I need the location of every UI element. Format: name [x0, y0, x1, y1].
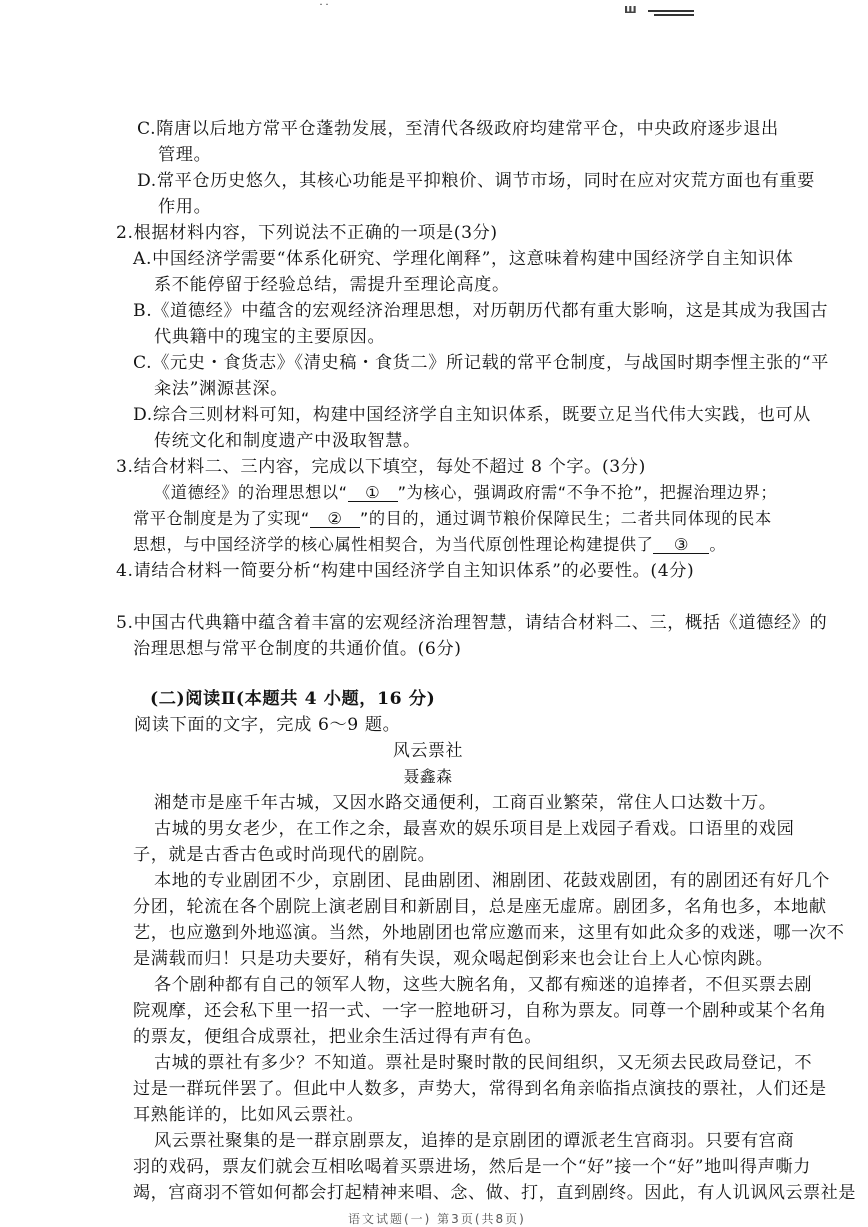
- story-p3-line3: 艺，也应邀到外地巡演。当然，外地剧团也常应邀而来，这里有如此众多的戏迷，哪一次不: [133, 923, 845, 943]
- q2-option-d-line2: 传统文化和制度遗产中汲取智慧。: [154, 431, 421, 451]
- story-p2-line2: 子，就是古香古色或时尚现代的剧院。: [133, 845, 436, 865]
- story-p4-line1: 各个剧种都有自己的领军人物，这些大腕名角，又都有痴迷的追捧者，不但买票去剧: [154, 975, 813, 995]
- story-p2-line1: 古城的男女老少，在工作之余，最喜欢的娱乐项目是上戏园子看戏。口语里的戏园: [154, 819, 795, 839]
- q2-option-a-line1: A.中国经济学需要“体系化研究、学理化阐释”，这意味着构建中国经济学自主知识体: [133, 249, 794, 269]
- story-p5-line3: 耳熟能详的，比如风云票社。: [133, 1105, 365, 1125]
- story-p6-line1: 风云票社聚集的是一群京剧票友，追捧的是京剧团的谭派老生宫商羽。只要有宫商: [154, 1131, 795, 1151]
- top-right-rule: [648, 10, 694, 12]
- q3-blank-2[interactable]: ②: [310, 510, 360, 528]
- story-p3-line2: 分团，轮流在各个剧院上演老剧目和新剧目，总是座无虚席。剧团多，名角也多，本地献: [133, 897, 827, 917]
- q1-option-d-line2: 作用。: [158, 197, 212, 217]
- top-right-rule-2: [654, 14, 694, 16]
- q2-option-a-line2: 系不能停留于经验总结，需提升至理论高度。: [154, 275, 510, 295]
- q3-fill-line3-a: 思想，与中国经济学的核心属性相契合，为当代原创性理论构建提供了: [133, 535, 654, 554]
- page-footer: 语文试题(一) 第3页(共8页): [348, 1212, 526, 1226]
- q3-fill-line3: [133, 535, 726, 555]
- story-p4-line2: 院观摩，还会私下里一招一式、一字一腔地研习，自称为票友。同尊一个剧种或某个名角: [133, 1001, 827, 1021]
- q2-option-c-line2: 籴法”渊源甚深。: [154, 379, 288, 399]
- story-p3-line4: 是满载而归！只是功夫要好，稍有失误，观众喝起倒彩来也会让台上人心惊肉跳。: [133, 949, 774, 969]
- q3-fill-line1: [154, 483, 777, 503]
- q2-option-b-line1: B.《道德经》中蕴含的宏观经济治理思想，对历朝历代都有重大影响，这是其成为我国古: [133, 301, 829, 321]
- q1-option-c-line2: 管理。: [158, 145, 212, 165]
- q3-fill-line1-b: ”为核心，强调政府需“不争不抢”，把握治理边界；: [397, 483, 778, 502]
- q3-fill-line3-b: 。: [709, 535, 727, 554]
- q5-stem-line2: 治理思想与常平仓制度的共通价值。(6分): [133, 639, 462, 659]
- story-title: 风云票社: [392, 741, 464, 761]
- q3-blank-1[interactable]: ①: [348, 484, 398, 502]
- section-heading: (二)阅读Ⅱ(本题共 4 小题，16 分): [150, 689, 436, 709]
- q5-stem-line1: 5.中国古代典籍中蕴含着丰富的宏观经济治理智慧，请结合材料二、三，概括《道德经》的: [116, 613, 828, 633]
- story-p6-line2: 羽的戏码，票友们就会互相吆喝着买票进场，然后是一个“好”接一个“好”地叫得声嘶力: [133, 1157, 811, 1177]
- q3-fill-line2-a: 常平仓制度是为了实现“: [133, 509, 310, 528]
- q1-option-c-line1: C.隋唐以后地方常平仓蓬勃发展，至清代各级政府均建常平仓，中央政府逐步退出: [137, 119, 779, 139]
- story-author: 聂鑫森: [403, 767, 453, 786]
- q2-option-d-line1: D.综合三则材料可知，构建中国经济学自主知识体系，既要立足当代伟大实践，也可从: [133, 405, 811, 425]
- q3-stem: 3.结合材料二、三内容，完成以下填空，每处不超过 8 个字。(3分): [116, 457, 646, 477]
- q3-fill-line2-b: ”的目的，通过调节粮价保障民生；二者共同体现的民本: [359, 509, 772, 528]
- story-p5-line2: 过是一群玩伴罢了。但此中人数多，声势大，常得到名角亲临指点演技的票社，人们还是: [133, 1079, 827, 1099]
- story-p3-line1: 本地的专业剧团不少，京剧团、昆曲剧团、湘剧团、花鼓戏剧团，有的剧团还有好几个: [154, 871, 830, 891]
- story-p1: 湘楚市是座千年古城，又因水路交通便利，工商百业繁荣，常住人口达数十万。: [154, 793, 777, 813]
- q2-option-c-line1: C.《元史・食货志》《清史稿・食货二》所记载的常平仓制度，与战国时期李悝主张的“平: [133, 353, 829, 373]
- top-right-mark: ш: [624, 2, 637, 16]
- top-left-mark: ˙˙: [318, 2, 330, 16]
- q2-option-b-line2: 代典籍中的瑰宝的主要原因。: [154, 327, 386, 347]
- q4-stem: 4.请结合材料一简要分析“构建中国经济学自主知识体系”的必要性。(4分): [116, 561, 695, 581]
- section-instruction: 阅读下面的文字，完成 6～9 题。: [134, 715, 401, 735]
- q1-option-d-line1: D.常平仓历史悠久，其核心功能是平抑粮价、调节市场，同时在应对灾荒方面也有重要: [137, 171, 815, 191]
- q3-fill-line2: [133, 509, 772, 529]
- story-p4-line3: 的票友，便组合成票社，把业余生活过得有声有色。: [133, 1027, 543, 1047]
- story-p6-line3: 竭，宫商羽不管如何都会打起精神来唱、念、做、打，直到剧终。因此，有人讥讽风云票社是: [133, 1183, 857, 1203]
- q2-stem: 2.根据材料内容，下列说法不正确的一项是(3分): [116, 223, 498, 243]
- story-p5-line1: 古城的票社有多少？不知道。票社是时聚时散的民间组织，又无须去民政局登记，不: [154, 1053, 813, 1073]
- q3-blank-3[interactable]: ③: [653, 536, 709, 554]
- q3-fill-line1-a: 《道德经》的治理思想以“: [154, 483, 348, 502]
